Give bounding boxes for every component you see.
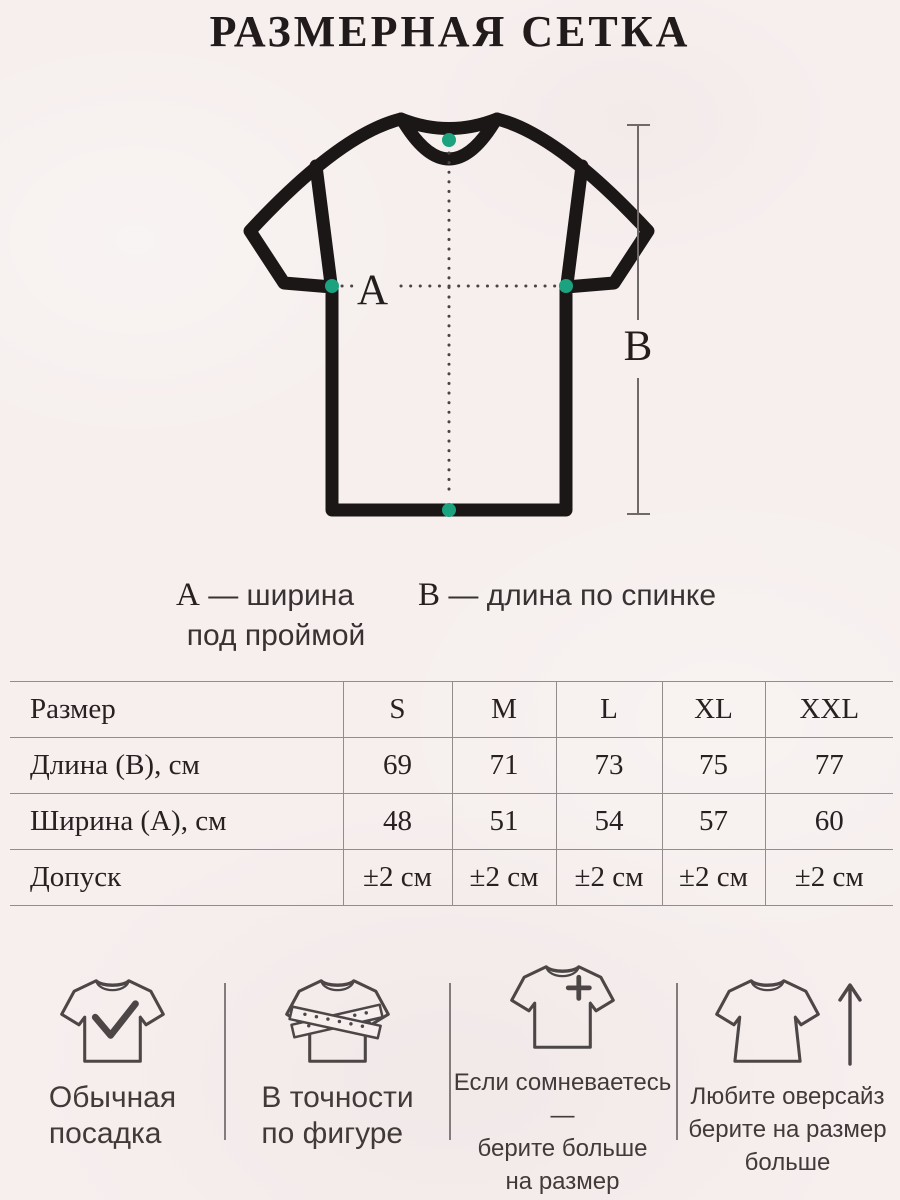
fit-text-line: на размер: [505, 1168, 620, 1195]
cell-tolerance-xxl: ±2 см: [765, 850, 893, 906]
table-row-length: [10, 738, 893, 794]
row-tolerance-label: Допуск: [10, 850, 343, 906]
fit-item-size-up: [450, 958, 675, 1193]
label-length-b: B: [623, 323, 653, 370]
legend-b-text: — длина по спинке: [448, 579, 717, 612]
fit-item-exact: [225, 958, 450, 1193]
fit-text-line: берите больше: [477, 1135, 648, 1162]
header-size-label: Размер: [10, 682, 343, 738]
legend-a-letter: А: [176, 577, 200, 613]
fit-guide-divider: [449, 983, 451, 1140]
cell-tolerance-l: ±2 см: [556, 850, 662, 906]
cell-length-s: 69: [343, 738, 452, 794]
length-measure-line: [627, 125, 650, 514]
legend-length: [418, 577, 716, 614]
fit-text-line: больше: [744, 1149, 831, 1176]
tshirt-oversize-icon: [710, 972, 825, 1070]
header-size-xl: XL: [662, 682, 765, 738]
cell-length-l: 73: [556, 738, 662, 794]
tshirt-plus-icon: [505, 958, 620, 1056]
cell-tolerance-s: ±2 см: [343, 850, 452, 906]
size-table: [10, 681, 893, 906]
fit-text-line: В точности: [261, 1081, 414, 1114]
fit-text-line: по фигуре: [261, 1117, 404, 1150]
fit-guide-divider: [224, 983, 226, 1140]
label-width-a: A: [357, 267, 389, 314]
cell-width-xl: 57: [662, 794, 765, 850]
table-row-width: [10, 794, 893, 850]
header-size-l: L: [556, 682, 662, 738]
table-header-row: [10, 682, 893, 738]
legend-width: [176, 577, 376, 653]
cell-length-xl: 75: [662, 738, 765, 794]
header-size-xxl: XXL: [765, 682, 893, 738]
legend-a-text: — ширина: [208, 579, 355, 612]
legend-a-text-line2: под проймой: [186, 619, 366, 652]
cell-width-l: 54: [556, 794, 662, 850]
fit-item-oversize: [675, 958, 900, 1193]
fit-text-line: Любите оверсайз: [690, 1083, 885, 1110]
cell-width-xxl: 60: [765, 794, 893, 850]
cell-length-m: 71: [452, 738, 556, 794]
tshirt-tape-icon: [280, 972, 395, 1070]
fit-text-line: берите на размер: [688, 1116, 887, 1143]
cell-tolerance-xl: ±2 см: [662, 850, 765, 906]
table-row-tolerance: [10, 850, 893, 906]
cell-tolerance-m: ±2 см: [452, 850, 556, 906]
fit-text-line: Обычная: [48, 1081, 177, 1114]
measure-dotted-lines: [342, 153, 555, 497]
legend-b-letter: В: [418, 577, 441, 613]
cell-width-s: 48: [343, 794, 452, 850]
page-title: РАЗМЕРНАЯ СЕТКА: [209, 7, 691, 56]
cell-length-xxl: 77: [765, 738, 893, 794]
tshirt-check-icon: [55, 972, 170, 1070]
arrow-up-icon: [835, 978, 865, 1070]
row-width-label: Ширина (А), см: [10, 794, 343, 850]
fit-item-regular: [0, 958, 225, 1193]
cell-width-m: 51: [452, 794, 556, 850]
header-size-s: S: [343, 682, 452, 738]
fit-guide-divider: [676, 983, 678, 1140]
row-length-label: Длина (В), см: [10, 738, 343, 794]
header-size-m: M: [452, 682, 556, 738]
fit-text-line: Если сомневаетесь —: [453, 1069, 672, 1129]
tshirt-measurement-diagram: [210, 95, 670, 545]
fit-text-line: посадка: [48, 1117, 162, 1150]
